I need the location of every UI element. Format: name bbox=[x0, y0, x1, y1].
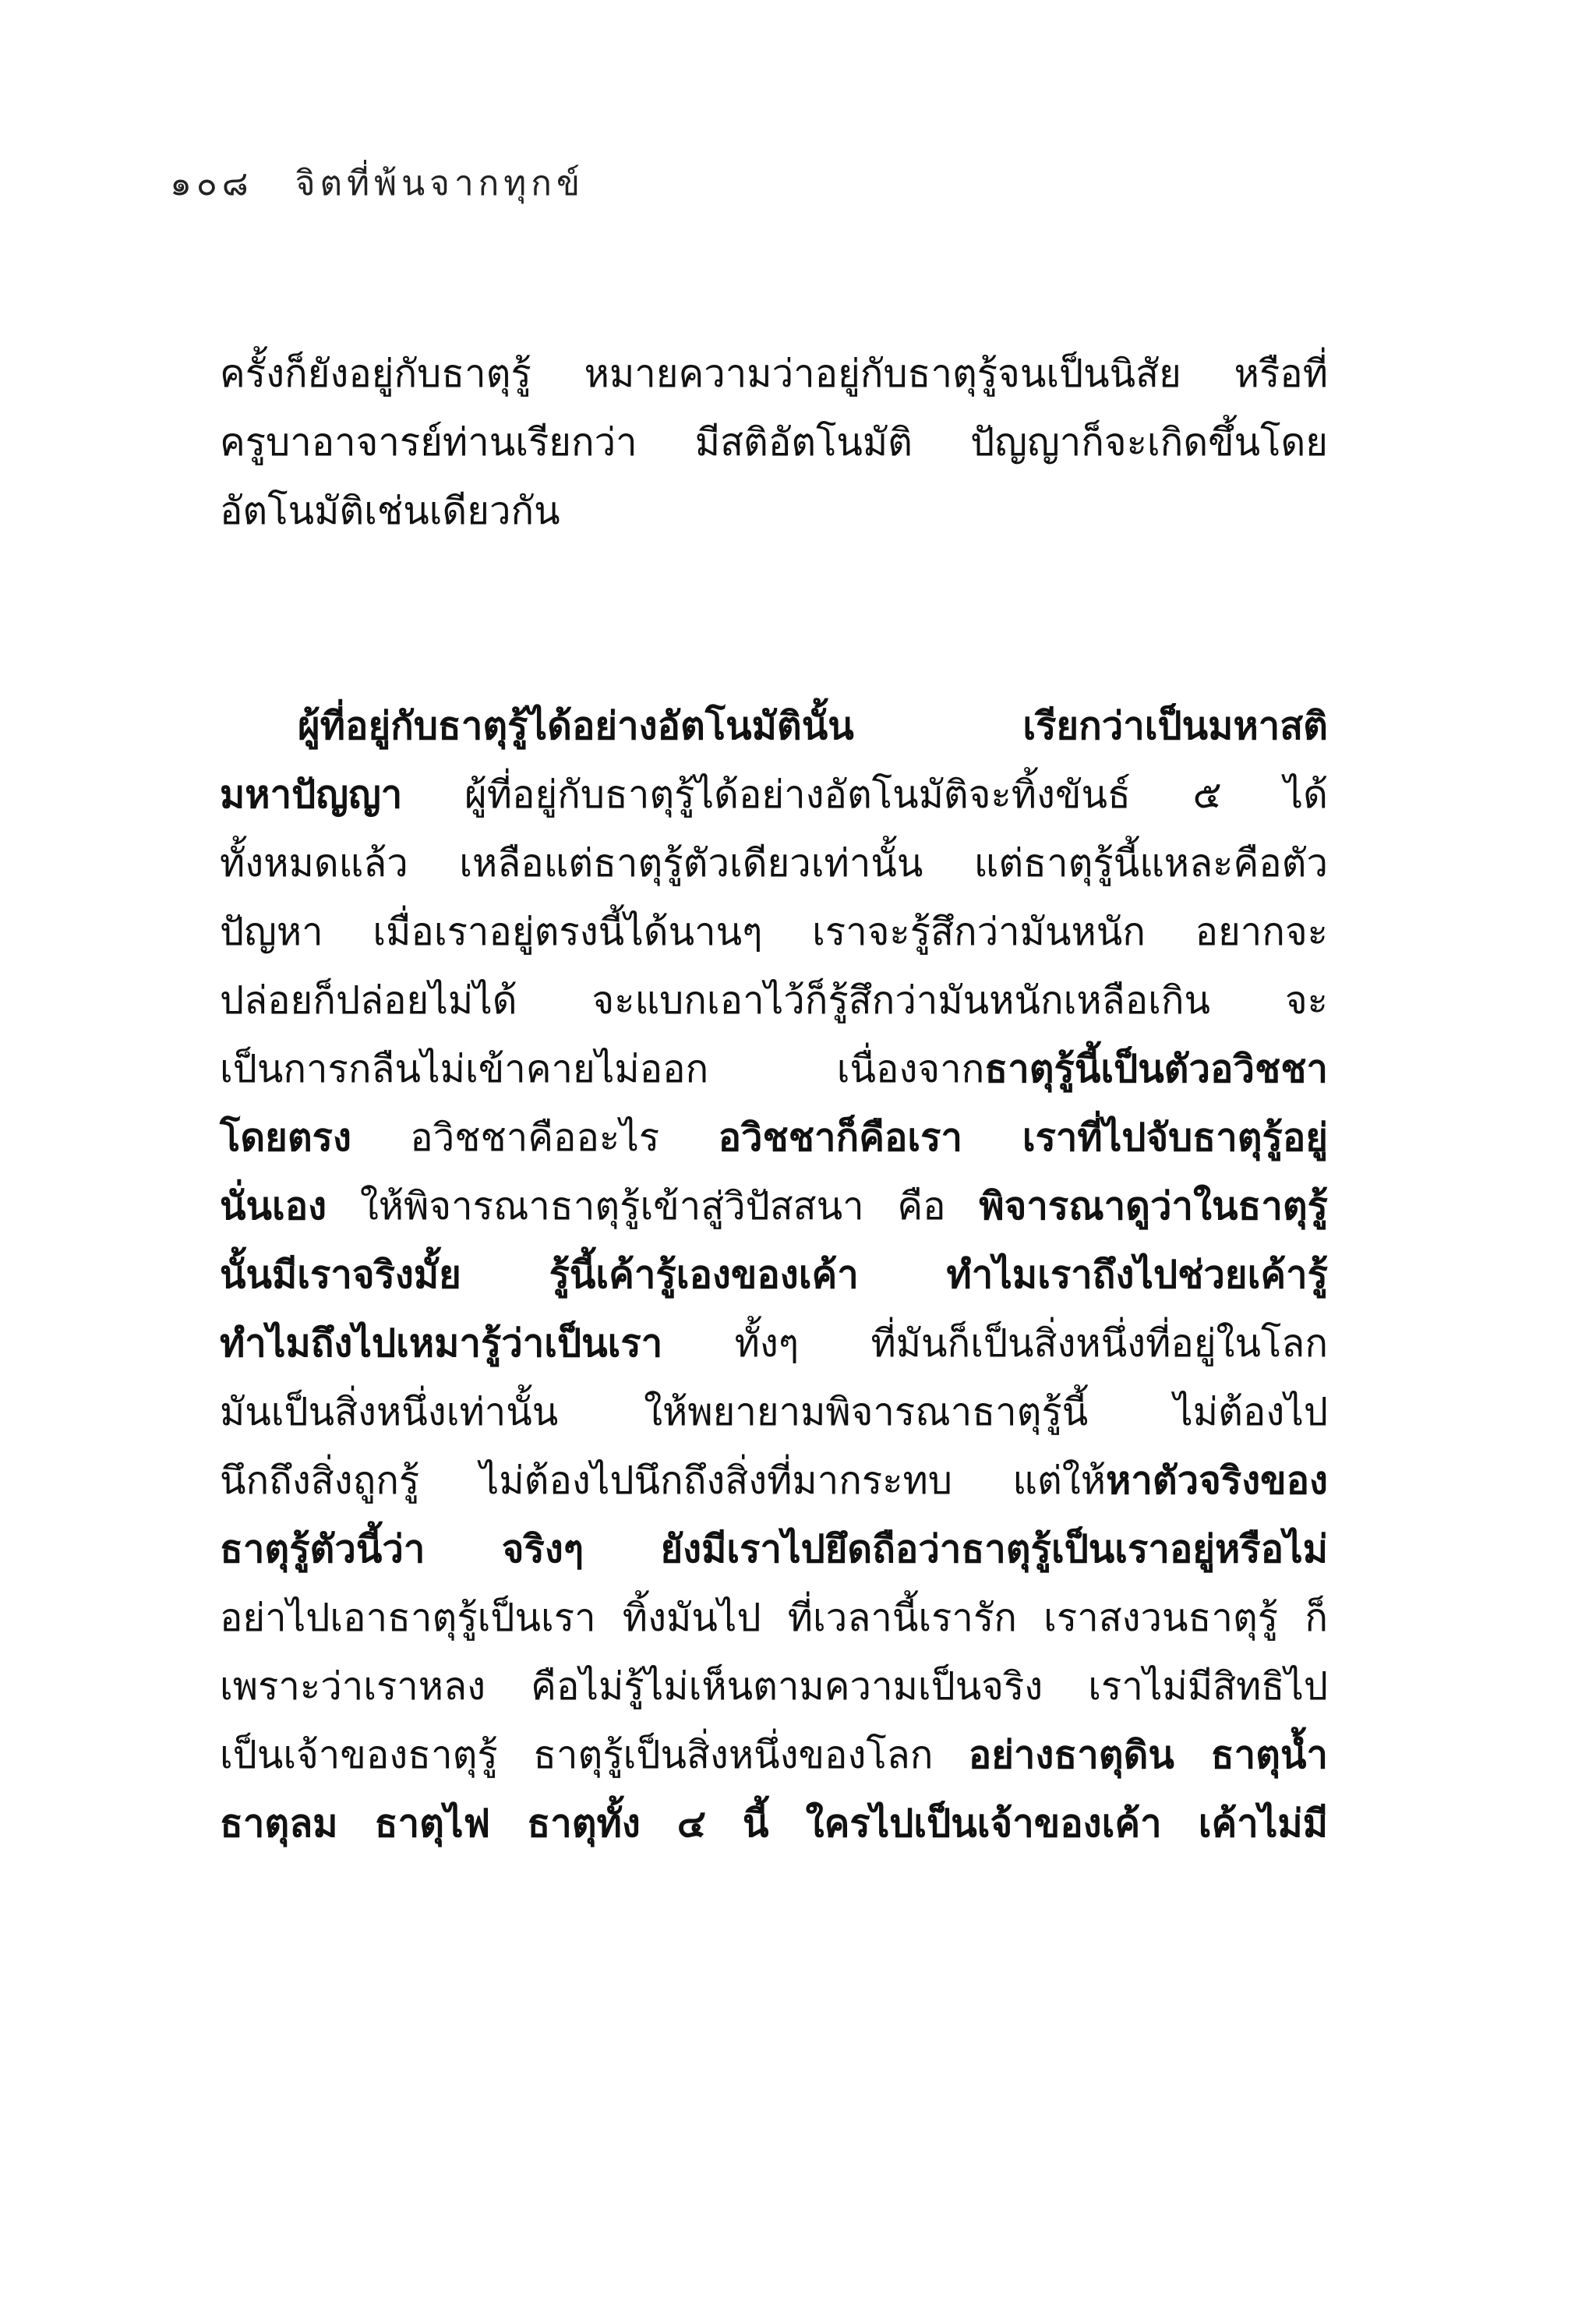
paragraph-line bbox=[220, 408, 1328, 477]
bold-text-segment: ธาตุลม ธาตุไฟ ธาตุทั้ง ๔ นี้ ใครไปเป็นเจ้าของเค้า เค้าไม่มี bbox=[220, 1801, 1328, 1846]
paragraph-line bbox=[220, 1653, 1328, 1721]
text-segment: อัตโนมัติเช่นเดียวกัน bbox=[220, 489, 560, 533]
paragraph-line bbox=[220, 1035, 1328, 1104]
bold-text-segment: ธาตุรู้ตัวนี้ว่า จริงๆ ยังมีเราไปยึดถือว่าธาตุรู้เป็นเราอยู่หรือไม่ bbox=[220, 1527, 1328, 1571]
text-segment: เพราะว่าเราหลง คือไม่รู้ไม่เห็นตามความเป็นจริง เราไม่มีสิทธิไป bbox=[220, 1664, 1328, 1709]
text-segment: ผู้ที่อยู่กับธาตุรู้ได้อย่างอัตโนมัติจะทิ้งขันธ์ ๕ ได้ bbox=[402, 772, 1328, 817]
bold-text-segment: ธาตุรู้นี้เป็นตัวอวิชชา bbox=[984, 1047, 1328, 1091]
paragraph-line bbox=[220, 1447, 1328, 1515]
text-segment: ให้พิจารณาธาตุรู้เข้าสู่วิปัสสนา คือ bbox=[327, 1184, 980, 1228]
bold-text-segment: มหาปัญญา bbox=[220, 772, 403, 817]
bold-text-segment: พิจารณาดูว่าในธาตุรู้ bbox=[979, 1184, 1328, 1228]
paragraph-1 bbox=[220, 340, 1328, 546]
running-header bbox=[170, 156, 584, 210]
paragraph-line bbox=[220, 898, 1328, 967]
paragraph-line bbox=[220, 1104, 1328, 1172]
paragraph-line bbox=[220, 1378, 1328, 1447]
paragraph-line bbox=[220, 692, 1328, 761]
bold-text-segment: นั่นเอง bbox=[220, 1184, 327, 1228]
paragraph-line bbox=[220, 1172, 1328, 1241]
text-segment: นึกถึงสิ่งถูกรู้ ไม่ต้องไปนึกถึงสิ่งที่มากระทบ แต่ให้ bbox=[220, 1458, 1107, 1503]
paragraph-line bbox=[220, 1241, 1328, 1310]
text-segment: อวิชชาคืออะไร bbox=[351, 1115, 719, 1160]
paragraph-line bbox=[220, 829, 1328, 898]
bold-text-segment: ทำไมถึงไปเหมารู้ว่าเป็นเรา bbox=[220, 1321, 663, 1366]
text-segment: อย่าไปเอาธาตุรู้เป็นเรา ทิ้งมันไป ที่เวลานี้เรารัก เราสงวนธาตุรู้ ก็ bbox=[220, 1596, 1328, 1640]
paragraph-line bbox=[220, 1721, 1328, 1790]
text-segment: เป็นการกลืนไม่เข้าคายไม่ออก เนื่องจาก bbox=[220, 1047, 985, 1091]
paragraph-line bbox=[220, 761, 1328, 829]
bold-text-segment: อย่างธาตุดิน ธาตุน้ำ bbox=[968, 1733, 1328, 1777]
text-segment: ครั้งก็ยังอยู่กับธาตุรู้ หมายความว่าอยู่กับธาตุรู้จนเป็นนิสัย หรือที่ bbox=[220, 352, 1328, 396]
paragraph-line bbox=[220, 1584, 1328, 1653]
paragraph-line bbox=[220, 1790, 1328, 1858]
bold-text-segment: ผู้ที่อยู่กับธาตุรู้ได้อย่างอัตโนมัตินั้น เรียกว่าเป็นมหาสติ bbox=[298, 704, 1328, 748]
text-segment: ปล่อยก็ปล่อยไม่ได้ จะแบกเอาไว้ก็รู้สึกว่ามันหนักเหลือเกิน จะ bbox=[220, 978, 1328, 1023]
text-segment: เป็นเจ้าของธาตุรู้ ธาตุรู้เป็นสิ่งหนึ่งของโลก bbox=[220, 1733, 969, 1777]
bold-text-segment: โดยตรง bbox=[220, 1115, 351, 1160]
paragraph-line bbox=[220, 1515, 1328, 1584]
text-segment: ทั้งหมดแล้ว เหลือแต่ธาตุรู้ตัวเดียวเท่านั้น แต่ธาตุรู้นี้แหละคือตัว bbox=[220, 841, 1328, 886]
paragraph-line bbox=[220, 340, 1328, 408]
paragraph-line bbox=[220, 477, 1328, 546]
text-segment: มันเป็นสิ่งหนึ่งเท่านั้น ให้พยายามพิจารณาธาตุรู้นี้ ไม่ต้องไป bbox=[220, 1390, 1328, 1434]
bold-text-segment: นั้นมีเราจริงมั้ย รู้นี้เค้ารู้เองของเค้า ทำไมเราถึงไปช่วยเค้ารู้ bbox=[220, 1253, 1328, 1297]
paragraph-2 bbox=[220, 692, 1328, 1858]
page-number: ๑๐๘ bbox=[170, 164, 253, 203]
bold-text-segment: อวิชชาก็คือเรา เราที่ไปจับธาตุรู้อยู่ bbox=[718, 1115, 1328, 1160]
text-segment: ทั้งๆ ที่มันก็เป็นสิ่งหนึ่งที่อยู่ในโลก bbox=[662, 1321, 1328, 1366]
text-segment: ครูบาอาจารย์ท่านเรียกว่า มีสติอัตโนมัติ ปัญญาก็จะเกิดขึ้นโดย bbox=[220, 420, 1328, 465]
text-segment: ปัญหา เมื่อเราอยู่ตรงนี้ได้นานๆ เราจะรู้สึกว่ามันหนัก อยากจะ bbox=[220, 910, 1328, 954]
paragraph-line bbox=[220, 1310, 1328, 1378]
paragraph-line bbox=[220, 967, 1328, 1035]
book-title: จิตที่พ้นจากทุกข์ bbox=[295, 164, 585, 203]
bold-text-segment: หาตัวจริงของ bbox=[1106, 1458, 1328, 1503]
